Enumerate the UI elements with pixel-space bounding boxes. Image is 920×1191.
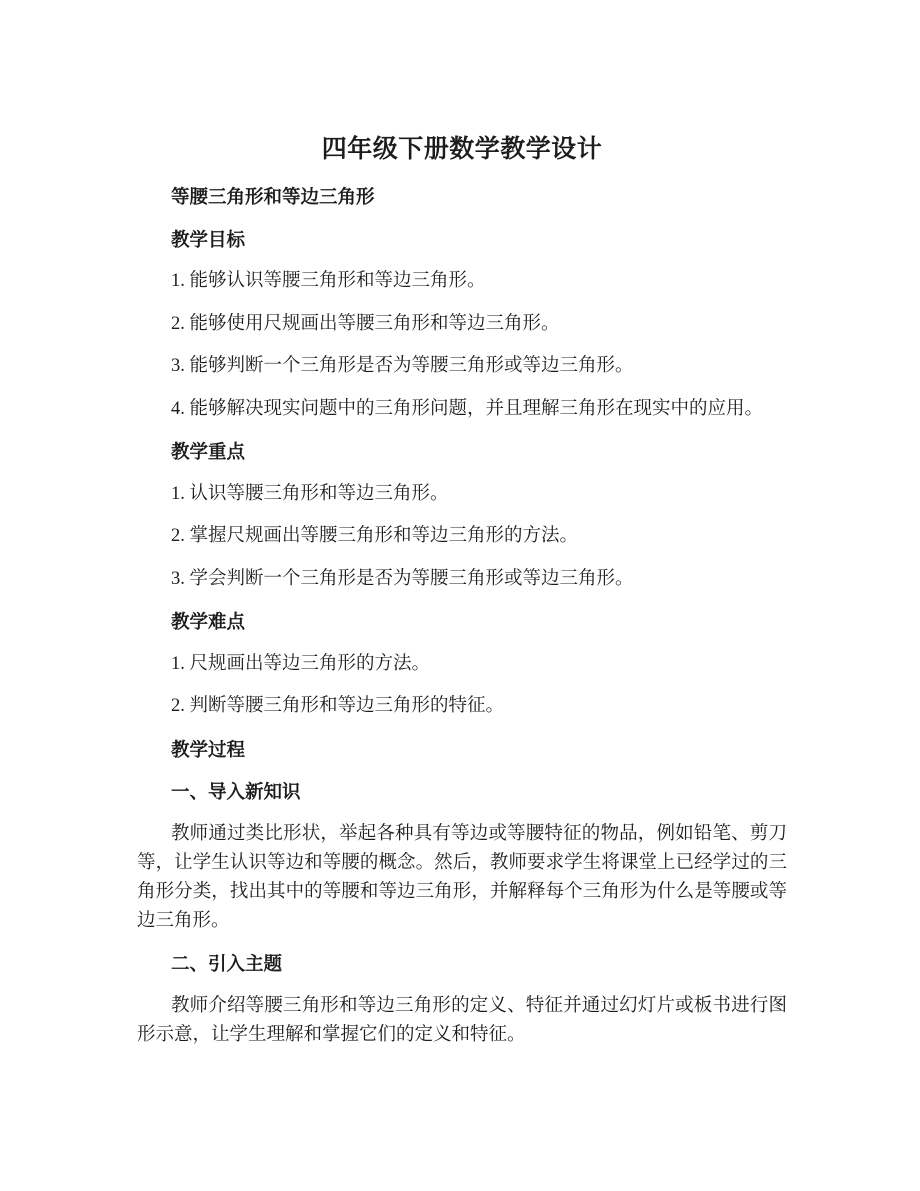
section-heading-key-points: 教学重点	[171, 441, 246, 462]
list-item: 2. 掌握尺规画出等腰三角形和等边三角形的方法。	[171, 526, 579, 546]
list-item: 1. 尺规画出等边三角形的方法。	[171, 653, 431, 674]
body-paragraph: 教师介绍等腰三角形和等边三角形的定义、特征并通过幻灯片或板书进行图形示意，让学生理解和掌握它们的定义和特征。	[137, 995, 787, 1045]
document-body	[137, 130, 787, 1063]
list-item: 1. 认识等腰三角形和等边三角形。	[171, 483, 449, 504]
list-item: 3. 学会判断一个三角形是否为等腰三角形或等边三角形。	[171, 568, 634, 589]
section-heading-difficulties: 教学难点	[171, 611, 246, 632]
list-item: 1. 能够认识等腰三角形和等边三角形。	[171, 271, 486, 291]
section-heading-process: 教学过程	[171, 738, 246, 760]
subsection-heading-intro: 一、导入新知识	[171, 781, 301, 802]
list-item: 2. 能够使用尺规画出等腰三角形和等边三角形。	[171, 313, 560, 334]
section-heading-objectives: 教学目标	[171, 228, 246, 250]
document-title: 四年级下册数学教学设计	[321, 135, 603, 163]
subtitle-lesson-name: 等腰三角形和等边三角形	[171, 186, 375, 207]
list-item: 4. 能够解决现实问题中的三角形问题，并且理解三角形在现实中的应用。	[171, 398, 764, 419]
subsection-heading-topic: 二、引入主题	[171, 953, 283, 974]
list-item: 3. 能够判断一个三角形是否为等腰三角形或等边三角形。	[171, 356, 634, 376]
body-paragraph: 教师通过类比形状，举起各种具有等边或等腰特征的物品，例如铅笔、剪刀等，让学生认识等边和等腰的概念。然后，教师要求学生将课堂上已经学过的三角形分类，找出其中的等腰和等边三角形，并解释每个三角形为什么是等腰或等边三角形。	[137, 823, 787, 931]
list-item: 2. 判断等腰三角形和等边三角形的特征。	[171, 696, 505, 716]
